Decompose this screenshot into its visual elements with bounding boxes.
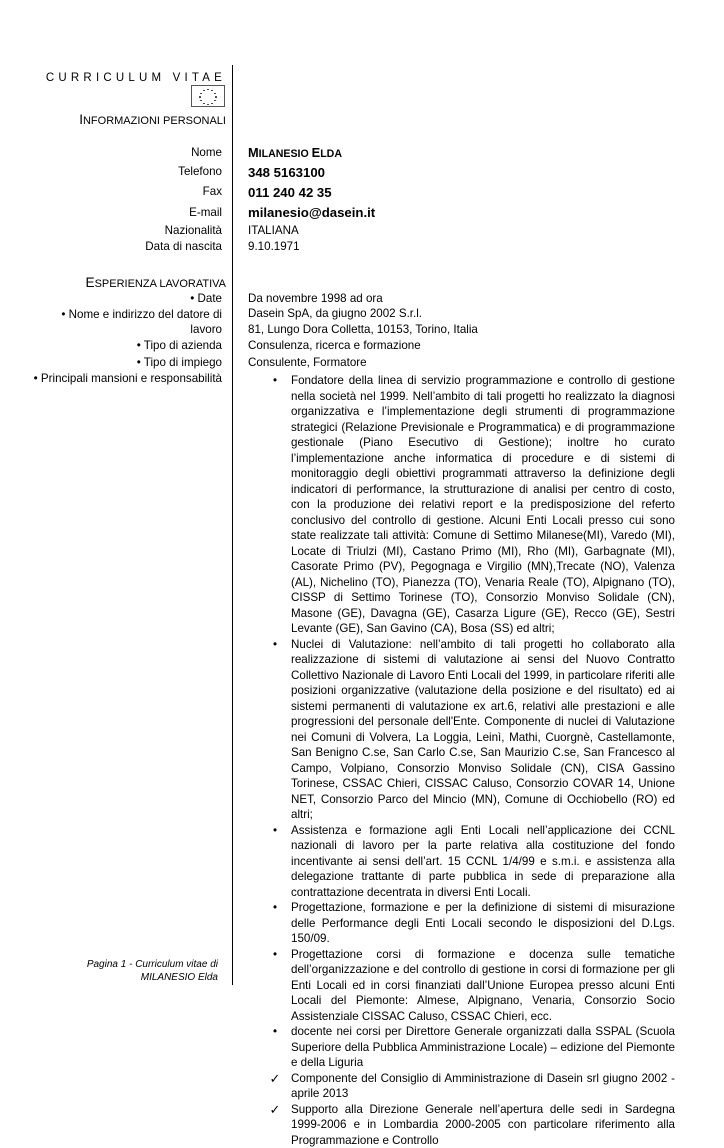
job-type-label: • Tipo di impiego bbox=[137, 356, 222, 369]
vertical-divider bbox=[232, 65, 233, 985]
footer-author: MILANESIO Elda bbox=[87, 971, 218, 984]
name-label: Nome bbox=[191, 146, 222, 159]
duty-item: ✓ Supporto alla Direzione Generale nell’apertura delle sedi in Sardegna 1999-2006 e in Lombardia 2000-2005 con particolare riferimento alla Programmazione e Controllo bbox=[265, 1102, 675, 1148]
duty-item: • Fondatore della linea di servizio programmazione e controllo di gestione nella società nel 1999. Nell’ambito di tali progetti ho realizzato la diagnosi organizzativa e l’implementazione degli strumenti di programmazione strategici (Relazione Previsionale e Programmatica) e di programmazione gestionale (Piano Esecutivo di Gestione); inoltre ho curato l’implementazione anche informatica di procedure e di sistemi di monitoraggio degli obiettivi programmati attraverso la definizione degli indicatori di performance, la strutturazione di analisi per centro di costo, con la produzione dei relativi report e la predisposizione del referto conclusivo del controllo di gestione. Alcuni Enti Locali presso cui sono state realizzate tali attività: Comune di Settimo Milanese(MI), Varedo (MI), Locate di Triulzi (MI), Castano Primo (MI), Rho (MI), Garbagnate (MI), Casorate Primo (PV), Pegognaga e Virgilio (MN),Trecate (NO), Valenza (AL), Nichelino (TO), Pianezza (TO), Venaria Reale (TO), Alpignano (TO), CISSP di Settimo Torinese (TO), Consorzio Monviso Solidale (CN), Masone (GE), Davagna (GE), Casarza Ligure (GE), Recco (GE), Sestri Levante (GE), San Gavino (CA), Bosa (SS) ed altri; bbox=[265, 373, 675, 637]
bullet-icon: • bbox=[265, 1024, 285, 1040]
employer-address: 81, Lungo Dora Colletta, 10153, Torino, Italia bbox=[248, 322, 478, 338]
phone-label: Telefono bbox=[178, 165, 222, 178]
checkmark-icon: ✓ bbox=[265, 1071, 285, 1087]
duty-item: • Assistenza e formazione agli Enti Locali nell’applicazione dei CCNL nazionali di lavoro per la parte relativa alla costituzione del fondo incentivante ai sensi dell’art. 15 CCNL 1/4/99 e s.m.i. e assistenza alla delegazione trattante di parte pubblica in sede di preparazione alla contrattazione decentrata in diversi Enti Locali. bbox=[265, 823, 675, 901]
job-type-value: Consulente, Formatore bbox=[248, 356, 367, 369]
email-label: E-mail bbox=[189, 206, 222, 219]
date-label: • Date bbox=[190, 292, 222, 305]
fax-label: Fax bbox=[203, 185, 222, 198]
employer-line: Dasein SpA, da giugno 2002 S.r.l. bbox=[248, 306, 478, 322]
birthdate-value: 9.10.1971 bbox=[248, 240, 300, 253]
checkmark-icon: ✓ bbox=[265, 1102, 285, 1118]
fax-value: 011 240 42 35 bbox=[248, 185, 332, 200]
company-type-label: • Tipo di azienda bbox=[137, 339, 222, 352]
nationality-label: Nazionalità bbox=[165, 224, 222, 237]
bullet-icon: • bbox=[265, 637, 285, 653]
eu-flag-icon bbox=[191, 85, 225, 107]
cv-title: CURRICULUM VITAE bbox=[46, 72, 226, 84]
phone-value: 348 5163100 bbox=[248, 165, 325, 180]
employer-label: • Nome e indirizzo del datore di lavoro bbox=[47, 307, 222, 337]
birthdate-label: Data di nascita bbox=[145, 240, 222, 253]
duty-item: ✓ Componente del Consiglio di Amministrazione di Dasein srl giugno 2002 -aprile 2013 bbox=[265, 1071, 675, 1102]
bullet-icon: • bbox=[265, 373, 285, 389]
duties-label: • Principali mansioni e responsabilità bbox=[34, 372, 222, 385]
duty-item: • Progettazione corsi di formazione e docenza sulle tematiche dell’organizzazione e del controllo di gestione in corsi di formazione per gli Enti Locali ed in corsi finanziati dall’Unione Europea presso alcuni Enti Locali del Piemonte: Almese, Alpignano, Venaria, Consorzio Socio Assistenziale CISSAC Caluso, CSSAC Chieri, ecc. bbox=[265, 947, 675, 1025]
experience-heading: ESPERIENZA LAVORATIVA bbox=[85, 275, 226, 290]
duty-item: • Nuclei di Valutazione: nell’ambito di tali progetti ho collaborato alla realizzazione di sistemi di valutazione ai sensi del Nuovo Contratto Collettivo Nazionale di Lavoro Enti Locali del 1999, in particolare riferiti alle posizioni organizzative (valutazione della posizione e del risultato) ed ai sistemi permanenti di valutazione ex art.6, relativi alle prestazioni e alle progressioni del personale dell'Ente. Componente di nuclei di Valutazione nei Comuni di Volvera, La Loggia, Leinì, Mathi, Cuorgnè, Castellamonte, San Benigno C.se, San Carlo C.se, San Maurizio C.se, San Francesco al Campo, Volpiano, Consorzio Monviso Solidale (CN), CISA Gassino Torinese, CSSAC Chieri, CISSAC Caluso, Consorzio COVAR 14, Unione NET, Consorzio Parco del Mincio (MN), Comune di Occhiobello (RO) ed altri; bbox=[265, 637, 675, 823]
duty-item: • docente nei corsi per Direttore Generale organizzati dalla SSPAL (Scuola Superiore della Pubblica Amministrazione Locale) – edizione del Piemonte e della Liguria bbox=[265, 1024, 675, 1071]
date-value: Da novembre 1998 ad ora bbox=[248, 292, 383, 305]
personal-info-heading: INFORMAZIONI PERSONALI bbox=[79, 112, 226, 127]
duties-list bbox=[265, 373, 675, 1148]
footer-line: Pagina 1 - Curriculum vitae di bbox=[87, 958, 218, 971]
name-value: MILANESIO ELDA bbox=[248, 145, 342, 160]
email-value[interactable]: milanesio@dasein.it bbox=[248, 205, 375, 220]
bullet-icon: • bbox=[265, 947, 285, 963]
duty-item: • Progettazione, formazione e per la definizione di sistemi di misurazione delle Performance degli Enti Locali secondo le disposizioni del D.Lgs. 150/09. bbox=[265, 900, 675, 947]
nationality-value: ITALIANA bbox=[248, 224, 299, 237]
company-type-value: Consulenza, ricerca e formazione bbox=[248, 339, 421, 352]
employer-value bbox=[248, 306, 478, 338]
bullet-icon: • bbox=[265, 823, 285, 839]
page-footer bbox=[87, 958, 218, 984]
bullet-icon: • bbox=[265, 900, 285, 916]
